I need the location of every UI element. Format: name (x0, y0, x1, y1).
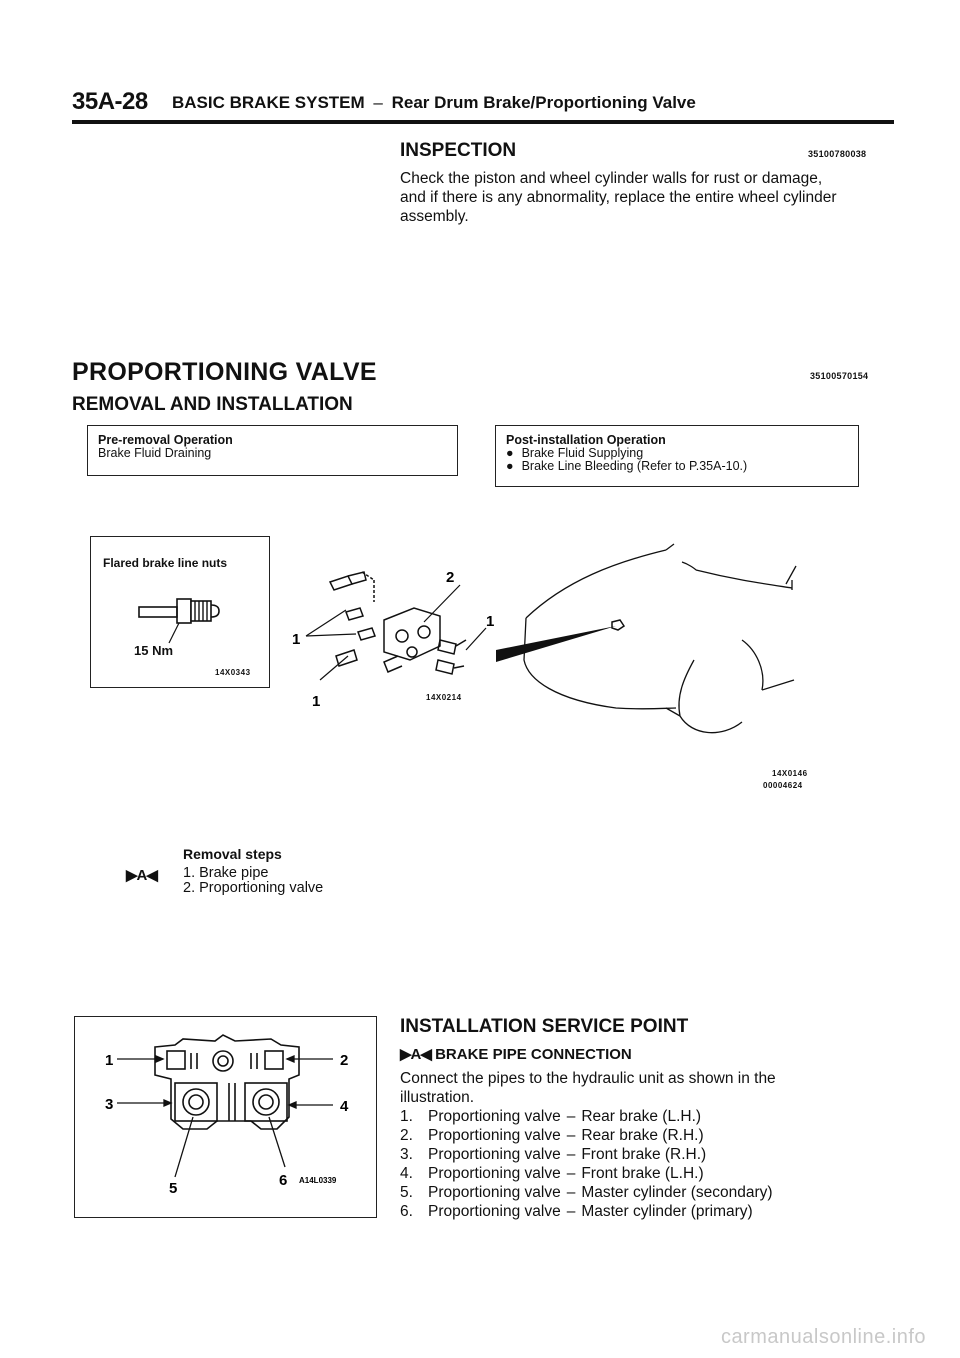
figure-code-right-1: 14X0146 (772, 769, 808, 778)
connection-item (400, 1107, 900, 1126)
connection-dash: – (566, 1184, 576, 1201)
center-figure-code: 14X0214 (426, 693, 462, 702)
section-title-line (172, 93, 696, 113)
inset-code: 14X0343 (215, 668, 251, 677)
installation-subheading-line (400, 1045, 632, 1063)
callout-1b: 1 (312, 693, 321, 710)
connection-target: Master cylinder (secondary) (581, 1184, 773, 1201)
connection-number: 5. (400, 1184, 413, 1201)
post-installation-item-text: Brake Line Bleeding (Refer to P.35A-10.) (521, 459, 748, 473)
connection-number: 6. (400, 1203, 413, 1220)
post-installation-title: Post-installation Operation (506, 433, 666, 447)
bullet: ● (506, 446, 514, 460)
torque-label: 15 Nm (134, 643, 174, 658)
port-label-4: 4 (340, 1098, 349, 1115)
post-installation-item (506, 460, 848, 473)
connection-source: Proportioning valve (428, 1108, 561, 1125)
port-diagram-code: A14L0339 (299, 1176, 337, 1185)
connection-target: Front brake (L.H.) (581, 1165, 704, 1182)
inspection-line: and if there is any abnormality, replace the entire wheel cylinder (400, 189, 837, 206)
connection-item (400, 1202, 900, 1221)
connection-target: Rear brake (L.H.) (581, 1108, 702, 1125)
port-label-6: 6 (279, 1172, 288, 1189)
connection-source: Proportioning valve (428, 1184, 561, 1201)
connection-source: Proportioning valve (428, 1203, 561, 1220)
removal-installation-heading: REMOVAL AND INSTALLATION (72, 394, 353, 415)
connection-dash: – (566, 1203, 576, 1220)
page-number: 35A-28 (72, 88, 148, 115)
flare-nut-inset (90, 536, 270, 688)
section-title: BASIC BRAKE SYSTEM (172, 93, 365, 112)
connection-number: 4. (400, 1165, 413, 1182)
port-label-1: 1 (105, 1052, 114, 1069)
connection-source: Proportioning valve (428, 1127, 561, 1144)
connection-target: Front brake (R.H.) (581, 1146, 707, 1163)
inspection-line: Check the piston and wheel cylinder walls for rust or damage, (400, 170, 823, 187)
removal-step: 2. Proportioning valve (183, 880, 324, 896)
flare-nut-drawing (131, 587, 231, 647)
section-subtitle: Rear Drum Brake/Proportioning Valve (391, 93, 696, 112)
post-installation-box (495, 425, 859, 487)
connection-source: Proportioning valve (428, 1146, 561, 1163)
inset-title: Flared brake line nuts (103, 556, 228, 570)
connection-dash: – (566, 1108, 576, 1125)
removal-step: 1. Brake pipe (183, 865, 269, 881)
connection-target: Master cylinder (primary) (581, 1203, 753, 1220)
removal-steps-list (183, 866, 323, 896)
connection-item (400, 1126, 900, 1145)
inspection-line: assembly. (400, 208, 469, 225)
inspection-heading: INSPECTION (400, 140, 517, 161)
bullet: ● (506, 459, 514, 473)
pre-removal-box (87, 425, 458, 476)
removal-marker: ▶A◀ (126, 867, 157, 884)
installation-heading: INSTALLATION SERVICE POINT (400, 1016, 689, 1037)
installation-subheading: BRAKE PIPE CONNECTION (435, 1046, 632, 1063)
connection-list (400, 1107, 900, 1221)
installation-intro (400, 1069, 900, 1107)
connection-number: 3. (400, 1146, 413, 1163)
installation-marker: ▶A◀ (400, 1046, 431, 1063)
connection-number: 2. (400, 1127, 413, 1144)
connection-source: Proportioning valve (428, 1165, 561, 1182)
connection-number: 1. (400, 1108, 413, 1125)
valve-assembly-drawing (290, 560, 500, 710)
port-label-3: 3 (105, 1096, 114, 1113)
callout-1c: 1 (486, 613, 495, 630)
connection-item (400, 1183, 900, 1202)
connection-item (400, 1145, 900, 1164)
watermark: carmanualsonline.info (720, 1326, 926, 1348)
port-label-5: 5 (169, 1180, 178, 1197)
location-pointer (496, 626, 616, 662)
removal-steps-title: Removal steps (183, 846, 282, 862)
inspection-text (400, 169, 900, 226)
installation-intro-line: illustration. (400, 1089, 475, 1106)
title-dash: – (373, 93, 383, 112)
inspection-code: 35100780038 (808, 149, 867, 159)
port-diagram-box (74, 1016, 377, 1218)
connection-dash: – (566, 1127, 576, 1144)
installation-intro-line: Connect the pipes to the hydraulic unit as shown in the (400, 1070, 776, 1087)
pre-removal-title: Pre-removal Operation (98, 433, 233, 447)
callout-2: 2 (446, 569, 455, 586)
port-diagram (75, 1017, 375, 1217)
callout-1a: 1 (292, 631, 301, 648)
connection-item (400, 1164, 900, 1183)
post-installation-item-text: Brake Fluid Supplying (521, 446, 644, 460)
connection-dash: – (566, 1165, 576, 1182)
header-rule (72, 120, 894, 124)
port-label-2: 2 (340, 1052, 349, 1069)
vehicle-location-drawing (496, 540, 836, 750)
connection-dash: – (566, 1146, 576, 1163)
pre-removal-item: Brake Fluid Draining (98, 446, 212, 460)
connection-target: Rear brake (R.H.) (581, 1127, 704, 1144)
figure-code-right-2: 00004624 (763, 781, 803, 790)
proportioning-heading: PROPORTIONING VALVE (72, 358, 377, 386)
proportioning-code: 35100570154 (810, 371, 869, 381)
